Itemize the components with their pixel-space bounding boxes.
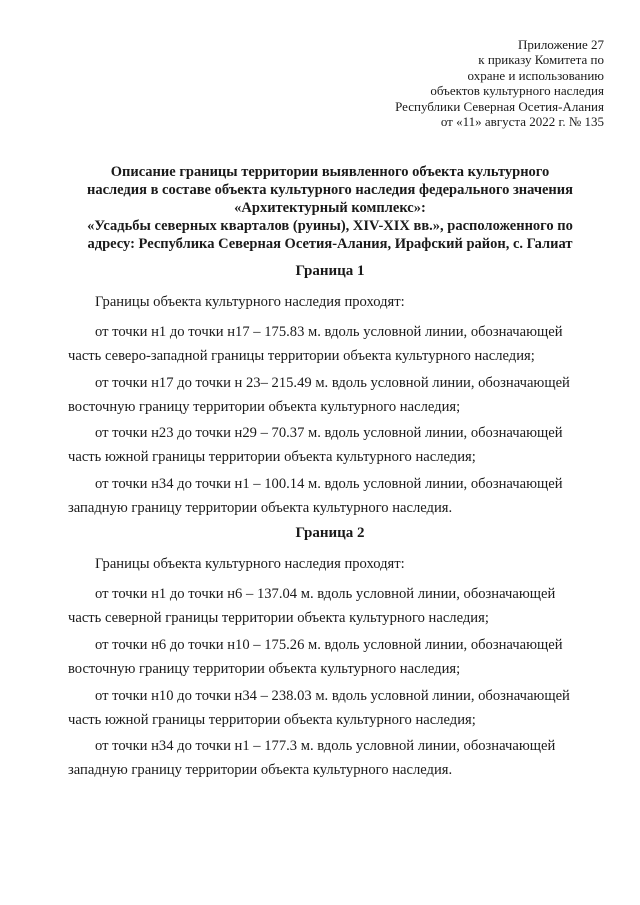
segment-text: восточную границу территории объекта культурного наследия;	[68, 399, 461, 415]
title-line: «Усадьбы северных кварталов (руины), XIV-XIX вв.», расположенного по	[87, 218, 573, 234]
segment-text: восточную границу территории объекта культурного наследия;	[68, 661, 461, 677]
section-2-intro: Границы объекта культурного наследия проходят:	[95, 556, 405, 572]
boundary-segment	[68, 421, 615, 469]
segment-text: от точки н17 до точки н 23– 215.49 м. вдоль условной линии, обозначающей	[95, 375, 570, 391]
appendix-line: к приказу Комитета по	[478, 52, 604, 68]
title-line: «Архитектурный комплекс»:	[234, 200, 426, 216]
segment-text: от точки н6 до точки н10 – 175.26 м. вдоль условной линии, обозначающей	[95, 637, 563, 653]
segment-text: часть южной границы территории объекта культурного наследия;	[68, 449, 476, 465]
appendix-line: Приложение 27	[517, 37, 604, 52]
document-title	[64, 163, 596, 253]
segment-text: от точки н1 до точки н6 – 137.04 м. вдоль условной линии, обозначающей	[95, 586, 556, 602]
appendix-line: охране и использованию	[467, 67, 604, 83]
boundary-segment	[68, 633, 615, 681]
segment-text: от точки н1 до точки н17 – 175.83 м. вдоль условной линии, обозначающей	[95, 324, 563, 340]
segment-text: от точки н23 до точки н29 – 70.37 м. вдоль условной линии, обозначающей	[95, 425, 563, 441]
section-heading-1: Граница 1	[295, 263, 365, 279]
appendix-reference	[395, 37, 604, 129]
boundary-segment	[68, 734, 615, 782]
segment-text: западную границу территории объекта культурного наследия.	[68, 762, 453, 778]
title-line: адресу: Республика Северная Осетия-Алания, Ирафский район, с. Галиат	[87, 236, 573, 252]
appendix-line: Республики Северная Осетия-Алания	[395, 98, 604, 114]
segment-text: часть северо-западной границы территории объекта культурного наследия;	[68, 348, 535, 364]
segment-text: часть северной границы территории объекта культурного наследия;	[68, 610, 489, 626]
title-line: Описание границы территории выявленного объекта культурного	[110, 164, 550, 180]
boundary-segment	[68, 582, 615, 630]
section-heading-2: Граница 2	[295, 525, 365, 541]
boundary-segment	[68, 371, 615, 419]
segment-text: часть южной границы территории объекта культурного наследия;	[68, 712, 476, 728]
segment-text: от точки н34 до точки н1 – 100.14 м. вдоль условной линии, обозначающей	[95, 476, 563, 492]
boundary-segment	[68, 684, 615, 732]
section-1-intro: Границы объекта культурного наследия проходят:	[95, 294, 405, 310]
title-line: наследия в составе объекта культурного наследия федерального значения	[87, 182, 573, 198]
segment-text: от точки н10 до точки н34 – 238.03 м. вдоль условной линии, обозначающей	[95, 688, 570, 704]
boundary-segment	[68, 472, 615, 520]
segment-text: от точки н34 до точки н1 – 177.3 м. вдоль условной линии, обозначающей	[95, 738, 556, 754]
boundary-segment	[68, 320, 615, 368]
segment-text: западную границу территории объекта культурного наследия.	[68, 500, 453, 516]
appendix-line: от «11» августа 2022 г. № 135	[440, 114, 604, 130]
appendix-line: объектов культурного наследия	[430, 83, 604, 99]
